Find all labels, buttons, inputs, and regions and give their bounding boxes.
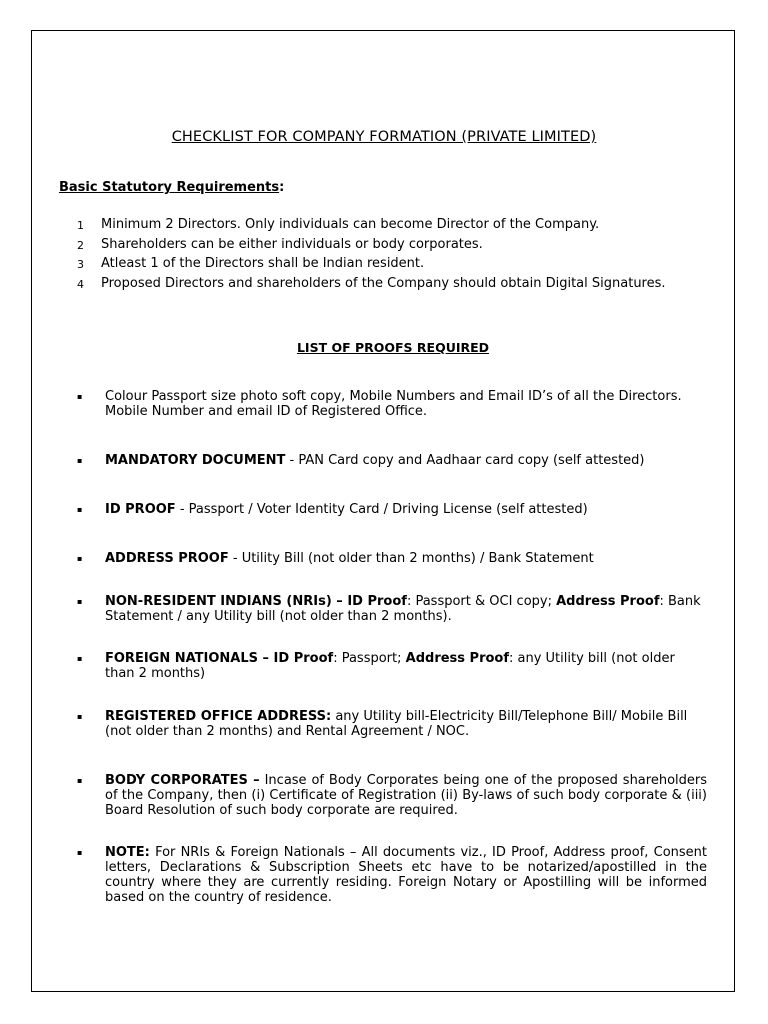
proof-item-bold: BODY CORPORATES – — [105, 773, 260, 788]
requirement-number: 4 — [77, 277, 84, 291]
requirement-number: 2 — [77, 238, 84, 252]
square-bullet-icon: ▪ — [77, 505, 83, 514]
requirement-item — [0, 256, 768, 276]
proof-item-mandatory-document — [77, 453, 707, 468]
square-bullet-icon: ▪ — [77, 456, 83, 465]
proof-item-bold: REGISTERED OFFICE ADDRESS: — [105, 709, 332, 724]
requirement-item — [0, 217, 768, 237]
requirement-text: Atleast 1 of the Directors shall be Indian resident. — [101, 256, 425, 272]
square-bullet-icon: ▪ — [77, 554, 83, 563]
proof-item-bold: FOREIGN NATIONALS – ID Proof — [105, 651, 334, 666]
proof-item-text-secondary: : any Utility bill (not older than 2 months) — [105, 651, 675, 681]
proofs-heading: LIST OF PROOFS REQUIRED — [296, 340, 490, 355]
proof-item-text: - PAN Card copy and Aadhaar card copy (self attested) — [285, 453, 645, 468]
proof-item-bold: ADDRESS PROOF — [105, 551, 229, 566]
square-bullet-icon: ▪ — [77, 597, 83, 606]
proof-item-bold: ID PROOF — [105, 502, 176, 517]
proof-item-body — [105, 502, 707, 517]
proof-item-bold: MANDATORY DOCUMENT — [105, 453, 286, 468]
requirement-text: Proposed Directors and shareholders of the Company should obtain Digital Signatures. — [101, 275, 666, 291]
proof-item-body — [105, 389, 707, 419]
proof-item-text-secondary: : Bank Statement / any Utility bill (not older than 2 months). — [105, 594, 701, 624]
proof-item-text: For NRIs & Foreign Nationals – All documents viz., ID Proof, Address proof, Consent letters, Declarations & Subscription Sheets etc have to be notarized/apostilled in the country where they are currently residing. Foreign Notary or Apostilling will be informed based on the country of residence. — [105, 845, 707, 905]
proof-item-body — [105, 651, 707, 681]
proof-item-nri — [77, 594, 707, 624]
square-bullet-icon: ▪ — [77, 654, 83, 663]
proof-item-body-corporates — [77, 773, 707, 818]
document-title: CHECKLIST FOR COMPANY FORMATION (PRIVATE LIMITED) — [171, 129, 597, 145]
basic-requirements-label: Basic Statutory Requirements — [59, 180, 280, 195]
square-bullet-icon: ▪ — [77, 776, 83, 785]
requirement-text: Minimum 2 Directors. Only individuals can become Director of the Company. — [101, 217, 600, 232]
proof-item-text: Incase of Body Corporates being one of the proposed shareholders of the Company, then (i) Certificate of Registration (ii) By-laws of such body corporate & (iii) Board Resolution of such body corporate are required. — [105, 773, 707, 818]
proof-item-text: - Utility Bill (not older than 2 months) / Bank Statement — [228, 551, 594, 566]
proof-item-text: Colour Passport size photo soft copy, Mobile Numbers and Email ID’s of all the Directors. Mobile Number and email ID of Registered Office. — [105, 389, 682, 419]
proof-item-bold: NOTE: — [105, 845, 150, 860]
requirement-number: 3 — [77, 258, 84, 272]
proof-item-body — [105, 773, 707, 818]
proof-item-bold-secondary: Address Proof — [556, 594, 660, 609]
proof-item-body — [105, 594, 707, 624]
proof-item-bold-secondary: Address Proof — [405, 651, 509, 666]
proof-item-id-proof — [77, 502, 707, 517]
requirements-list — [0, 217, 768, 295]
proof-item-text: - Passport / Voter Identity Card / Driving License (self attested) — [175, 502, 588, 517]
proof-item-photo — [77, 389, 707, 419]
proof-item-registered-office — [77, 709, 707, 739]
requirement-text: Shareholders can be either individuals or body corporates. — [101, 236, 483, 252]
proof-item-body — [105, 551, 707, 566]
proof-item-note — [77, 845, 707, 905]
square-bullet-icon: ▪ — [77, 392, 83, 401]
proof-item-foreign-nationals — [77, 651, 707, 681]
proof-item-body — [105, 709, 707, 739]
proof-item-bold: NON-RESIDENT INDIANS (NRIs) – ID Proof — [105, 594, 407, 609]
requirement-item — [0, 237, 768, 257]
proof-item-text: : Passport; — [333, 651, 406, 666]
basic-requirements-heading — [59, 180, 284, 195]
proof-item-body — [105, 453, 707, 468]
requirement-number: 1 — [77, 219, 84, 232]
square-bullet-icon: ▪ — [77, 848, 83, 857]
requirement-item — [0, 276, 768, 296]
proof-item-address-proof — [77, 551, 707, 566]
basic-requirements-colon: : — [279, 180, 285, 195]
proof-item-text: any Utility bill-Electricity Bill/Telephone Bill/ Mobile Bill (not older than 2 months) and Rental Agreement / NOC. — [105, 709, 688, 739]
proof-item-text: : Passport & OCI copy; — [406, 594, 557, 609]
proof-item-body — [105, 845, 707, 905]
square-bullet-icon: ▪ — [77, 712, 83, 721]
